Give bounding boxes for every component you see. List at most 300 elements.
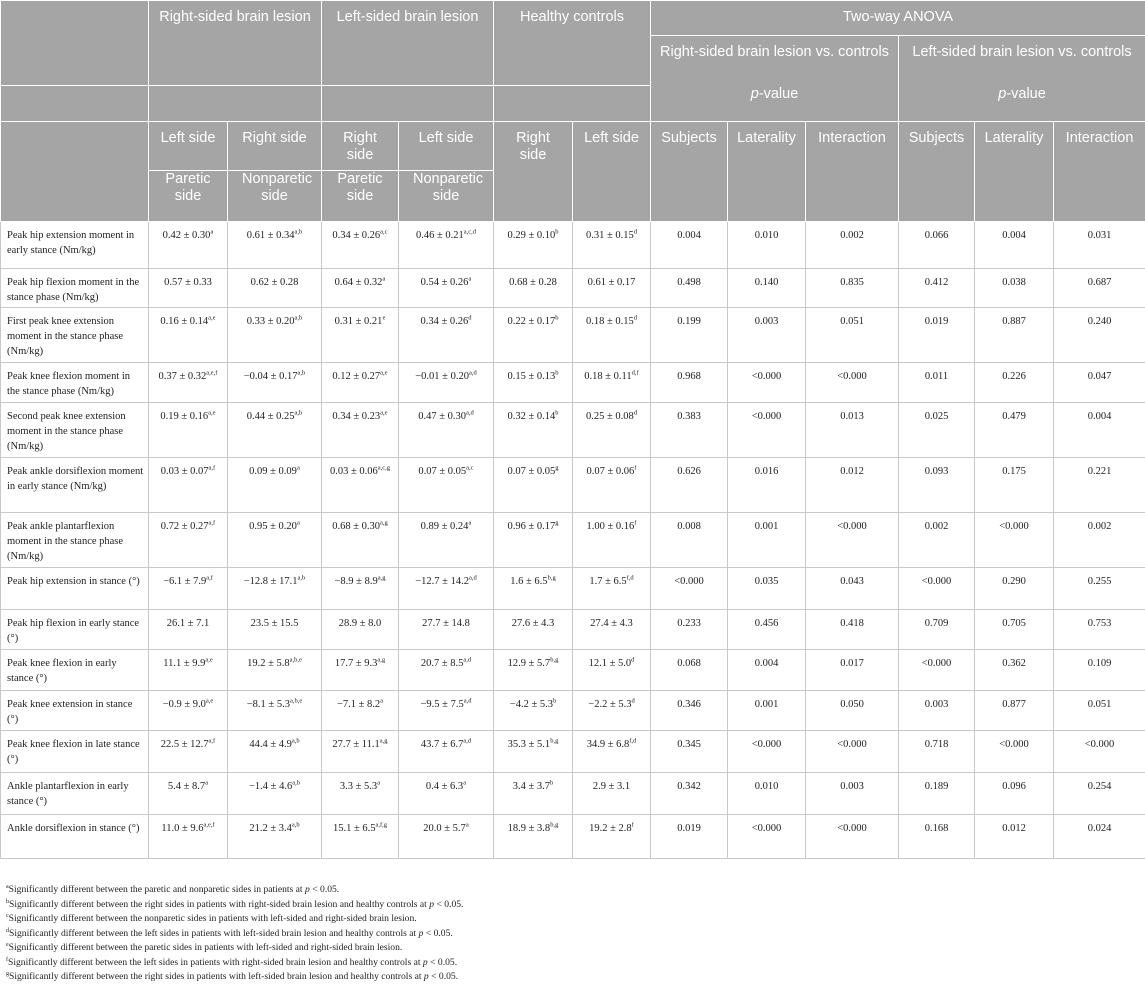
row-label: Peak hip extension in stance (°) [1,568,149,610]
footnote-threshold: < 0.05. [309,884,340,895]
value-cell [228,773,322,815]
value-cell [228,222,322,269]
value-text: 1.6 ± 6.5 [510,576,548,587]
value-text: 0.4 ± 6.3 [425,781,464,792]
footnote-marker: b [555,228,559,236]
row-label: Peak ankle plantarflexion moment in the stance phase (Nm/kg) [1,513,149,568]
footnote-marker: a [468,275,472,283]
value-cell [494,691,573,731]
p-value-cell: 0.093 [899,458,975,513]
header-nonparetic-rl: Nonparetic side [228,171,322,222]
value-text: 22.5 ± 12.7 [160,739,209,750]
value-text: 0.61 ± 0.34 [246,230,295,241]
value-text: −8.9 ± 8.9 [334,576,378,587]
p-value-cell: 0.035 [728,568,806,610]
value-text: 20.7 ± 8.5 [420,658,464,669]
value-text: 0.72 ± 0.27 [160,521,209,532]
footnote-letter: b [6,898,9,905]
p-value-cell: 0.001 [728,513,806,568]
value-cell [228,691,322,731]
header-healthy-controls: Healthy controls [494,1,651,86]
p-value-cell: 0.835 [806,269,899,308]
footnote-marker: a [463,779,467,787]
value-cell [322,222,399,269]
value-cell [322,650,399,691]
value-cell [494,403,573,458]
table-row [1,308,1145,363]
footnote-letter: e [6,941,9,948]
value-cell [494,815,573,859]
p-value-cell: 0.189 [899,773,975,815]
value-cell [573,568,651,610]
p-value-cell: 0.709 [899,610,975,650]
p-value-cell: 0.498 [651,269,728,308]
p-value-cell: 0.003 [728,308,806,363]
value-text: 17.7 ± 9.3 [334,658,378,669]
header-paretic-rl: Paretic side [149,171,228,222]
value-text: 0.46 ± 0.21 [415,230,464,241]
value-cell [149,650,228,691]
p-value-cell: 0.025 [899,403,975,458]
value-cell [149,815,228,859]
value-cell [399,568,494,610]
footnote-marker: a,e [380,409,388,417]
value-text: 0.61 ± 0.17 [587,277,636,288]
value-text: 0.62 ± 0.28 [250,277,299,288]
p-value-cell: 0.002 [1054,513,1145,568]
value-text: −8.1 ± 5.3 [246,699,290,710]
footnote-marker: a,e [208,314,216,322]
p-value-cell: 0.255 [1054,568,1145,610]
footnote-threshold: < 0.05. [427,956,458,968]
footnote-marker: a,b [294,228,303,236]
footnote-marker: a,g [377,656,386,664]
p-value-cell: 0.968 [651,363,728,403]
p-value-cell: 0.002 [806,222,899,269]
footnote-marker: a,e,f [206,369,218,377]
value-cell [494,308,573,363]
footnote-marker: a [296,464,300,472]
footnote-marker: a,c,d [463,228,477,236]
footnote-marker: a,b [291,737,300,745]
footnote-threshold: < 0.05. [428,971,459,982]
value-cell [322,731,399,773]
value-cell [399,773,494,815]
value-text: 0.34 ± 0.23 [332,411,381,422]
footnote-p-italic: p [429,898,435,910]
value-text: 3.4 ± 3.7 [512,781,550,792]
value-text: 15.1 ± 6.5 [332,823,376,834]
footnote-p-italic: p [418,927,424,939]
p-value-cell: 0.016 [728,458,806,513]
footnote-marker: b [555,314,559,322]
footnote-letter: a [6,883,9,890]
value-cell [228,731,322,773]
value-text: 5.4 ± 8.7 [167,781,206,792]
p-value-cell: 0.718 [899,731,975,773]
footnote-marker: a [468,519,472,527]
value-cell [573,610,651,650]
footnote-marker: a,b,e [289,697,303,705]
value-text: 0.68 ± 0.30 [332,521,380,532]
footnote-text: Significantly different between the paretic sides in patients with left-sided and right-sided brain lesion. [8,942,403,953]
value-cell [228,458,322,513]
value-text: −0.9 ± 9.0 [162,699,206,710]
value-text: 12.9 ± 5.7 [507,658,551,669]
p-value-cell: 0.004 [975,222,1054,269]
footnote-marker: d [633,314,637,322]
p-value-label-left: p-value [899,86,1145,122]
table-row [1,568,1145,610]
p-value-cell: 0.019 [651,815,728,859]
footnote-marker: a,g [377,574,386,582]
footnote-marker: a [296,519,300,527]
footnote-text: Significantly different between the left sides in patients with left-sided brain lesion and healthy controls at [9,927,419,939]
row-label: Peak ankle dorsiflexion moment in early stance (Nm/kg) [1,458,149,513]
p-value-cell: 0.753 [1054,610,1145,650]
footnote-marker: a,e [380,369,388,377]
value-cell [494,731,573,773]
value-text: −7.1 ± 8.2 [336,699,381,710]
value-text: −0.01 ± 0.20 [415,371,469,382]
value-text: 1.00 ± 0.16 [586,521,635,532]
value-cell [149,222,228,269]
footnote-marker: d,f [631,369,639,377]
p-value-cell: 0.096 [975,773,1054,815]
value-text: 0.95 ± 0.20 [249,521,297,532]
value-cell [399,650,494,691]
footnote [6,956,1136,971]
p-value-label-right: p-value [651,86,899,122]
value-text: 0.16 ± 0.14 [160,316,209,327]
p-value-cell: 0.013 [806,403,899,458]
p-value-cell: <0.000 [728,731,806,773]
p-value-cell: 0.626 [651,458,728,513]
footnote-letter: f [6,956,8,963]
value-text: 0.37 ± 0.32 [158,371,207,382]
footnote-marker: g [555,519,559,527]
p-value-cell: 0.199 [651,308,728,363]
p-value-cell: 0.479 [975,403,1054,458]
value-cell [322,773,399,815]
value-cell [322,308,399,363]
table-row [1,269,1145,308]
value-cell [322,610,399,650]
value-cell [573,815,651,859]
footnote-marker: a,g [380,519,388,527]
value-text: 20.0 ± 5.7 [423,823,466,834]
value-cell [228,650,322,691]
footnote-marker: a,e [205,656,213,664]
value-text: 26.1 ± 7.1 [166,618,210,629]
footnote-marker: a [382,275,386,283]
footnote [6,883,1136,898]
footnote-marker: a,b [297,574,306,582]
footnote-marker: a,g [379,737,388,745]
p-value-cell: 0.240 [1054,308,1145,363]
value-text: 0.19 ± 0.16 [160,411,209,422]
value-cell [573,650,651,691]
footnote-marker: a,c [466,464,474,472]
value-cell [228,363,322,403]
p-value-cell: 0.362 [975,650,1054,691]
value-cell [494,458,573,513]
footnote-marker: a [377,779,381,787]
value-text: 34.9 ± 6.8 [586,739,630,750]
header-laterality-2: Laterality [975,122,1054,222]
row-label-header [1,122,149,222]
value-cell [399,403,494,458]
value-text: −2.2 ± 5.3 [588,699,632,710]
p-value-cell: 0.068 [651,650,728,691]
value-text: 27.6 ± 4.3 [511,618,555,629]
header-left-vs-controls: Left-sided brain lesion vs. controls [899,36,1145,86]
value-cell [494,650,573,691]
footnote-marker: a,d [468,574,477,582]
value-text: 0.31 ± 0.15 [585,230,634,241]
footnote-marker: d [631,697,635,705]
table-row [1,610,1145,650]
p-value-cell: 0.254 [1054,773,1145,815]
footnote-marker: a,b [292,779,300,787]
footnote-marker: a,c,g [377,464,391,472]
p-value-cell: 0.012 [975,815,1054,859]
value-cell [573,269,651,308]
value-cell [399,691,494,731]
footnote-marker: a,b,e [289,656,302,664]
p-value-cell: 0.412 [899,269,975,308]
p-value-cell: 0.010 [728,773,806,815]
value-cell [149,513,228,568]
p-value-cell: 0.175 [975,458,1054,513]
p-value-cell: 0.002 [899,513,975,568]
p-value-cell: <0.000 [899,568,975,610]
footnote [6,898,1136,913]
footnote-marker: d [633,228,637,236]
value-text: 0.89 ± 0.24 [420,521,469,532]
value-cell [573,222,651,269]
p-value-cell: 0.051 [1054,691,1145,731]
p-value-cell: 0.705 [975,610,1054,650]
table-row [1,691,1145,731]
table-row [1,513,1145,568]
footnote-text: Significantly different between the left sides in patients with right-sided brain lesion and healthy controls at [8,956,423,968]
footnote-marker: d [633,409,637,417]
value-cell [494,269,573,308]
p-value-cell: 0.233 [651,610,728,650]
row-label: Peak hip extension moment in early stance (Nm/kg) [1,222,149,269]
value-cell [228,403,322,458]
value-cell [149,458,228,513]
value-cell [149,403,228,458]
footnote-marker: a,b [291,821,300,829]
footnote-marker: a,d [463,737,472,745]
row-label: Second peak knee extension moment in the stance phase (Nm/kg) [1,403,149,458]
table-row [1,222,1145,269]
p-value-cell: <0.000 [728,363,806,403]
value-text: 0.68 ± 0.28 [509,277,557,288]
footnote-marker: a [380,697,384,705]
p-value-cell: 0.043 [806,568,899,610]
value-text: 0.64 ± 0.32 [334,277,383,288]
footnote-text: Significantly different between the right sides in patients with right-sided brain lesion and healthy controls at [9,898,430,910]
header-right-vs-controls: Right-sided brain lesion vs. controls [651,36,899,86]
value-cell [573,403,651,458]
p-value-cell: 0.008 [651,513,728,568]
value-text: 1.7 ± 6.5 [589,576,627,587]
footnote-marker: b [555,409,559,417]
value-cell [494,568,573,610]
footnote-marker: a [205,779,209,787]
p-value-cell: 0.226 [975,363,1054,403]
p-value-cell: 0.066 [899,222,975,269]
footnote-letter: c [6,912,9,919]
table-row [1,363,1145,403]
p-value-cell: <0.000 [806,731,899,773]
value-text: 2.9 ± 3.1 [592,781,631,792]
footnote-text: Significantly different between the right sides in patients with left-sided brain lesion and healthy controls at [9,971,424,982]
footnote-p-italic: p [423,971,429,982]
value-text: 21.2 ± 3.4 [249,823,292,834]
footnote-marker: g [555,464,559,472]
footnote-marker: a,e [205,697,214,705]
footnote-marker: a,f [208,464,216,472]
p-value-cell: <0.000 [806,363,899,403]
footnote [6,927,1136,942]
value-text: 0.33 ± 0.20 [246,316,295,327]
p-value-cell: 0.140 [728,269,806,308]
value-cell [399,269,494,308]
footnote-p-italic: p [305,884,310,895]
p-value-cell: 0.004 [728,650,806,691]
p-value-cell: 0.011 [899,363,975,403]
value-text: 27.7 ± 14.8 [422,618,470,629]
footnote-marker: b [552,697,557,705]
row-label: Peak hip flexion in early stance (°) [1,610,149,650]
p-value-cell: <0.000 [728,815,806,859]
header-subjects-1: Subjects [651,122,728,222]
value-text: 0.34 ± 0.26 [420,316,469,327]
p-value-cell: 0.010 [728,222,806,269]
header-paretic-ll: Paretic side [322,171,399,222]
value-text: 0.12 ± 0.27 [332,371,381,382]
p-value-cell: 0.887 [975,308,1054,363]
footnote-threshold: < 0.05. [423,927,453,939]
p-value-cell: 0.687 [1054,269,1145,308]
corner-header-6 [494,86,651,122]
footnote-marker: a,c [380,228,388,236]
row-label: Peak hip flexion moment in the stance phase (Nm/kg) [1,269,149,308]
p-value-cell: 0.047 [1054,363,1145,403]
footnote-marker: a,b [294,409,303,417]
value-text: 0.42 ± 0.30 [162,230,211,241]
value-cell [573,308,651,363]
value-text: 43.7 ± 6.7 [420,739,464,750]
footnote-marker: a,f [208,737,216,745]
value-cell [494,610,573,650]
p-value-cell: 0.877 [975,691,1054,731]
value-text: 0.29 ± 0.10 [507,230,556,241]
footnote [6,941,1136,956]
value-text: 0.25 ± 0.08 [585,411,634,422]
p-value-cell: 0.345 [651,731,728,773]
value-text: −1.4 ± 4.6 [249,781,293,792]
row-label: Ankle dorsiflexion in stance (°) [1,815,149,859]
p-value-cell: <0.000 [975,731,1054,773]
value-cell [573,773,651,815]
value-cell [322,513,399,568]
value-cell [149,363,228,403]
value-text: 0.18 ± 0.15 [585,316,634,327]
value-text: 3.3 ± 5.3 [339,781,378,792]
footnote-p-italic: p [422,956,428,968]
value-text: 0.07 ± 0.05 [507,466,556,477]
header-left-sided-lesion: Left-sided brain lesion [322,1,494,86]
value-text: −12.8 ± 17.1 [243,576,298,587]
p-value-cell: 0.004 [651,222,728,269]
footnote [6,912,1136,927]
value-text: 0.31 ± 0.21 [334,316,383,327]
p-value-cell: 0.342 [651,773,728,815]
value-text: 0.54 ± 0.26 [420,277,469,288]
value-cell [399,731,494,773]
value-cell [322,691,399,731]
value-text: −9.5 ± 7.5 [420,699,464,710]
value-cell [228,610,322,650]
p-value-cell: 0.456 [728,610,806,650]
p-value-cell: 0.031 [1054,222,1145,269]
footnote-marker: b,g [550,656,559,664]
p-value-cell: <0.000 [1054,731,1145,773]
p-value-cell: <0.000 [806,513,899,568]
row-label: Peak knee flexion in early stance (°) [1,650,149,691]
footnote-marker: b [550,779,554,787]
corner-header-4 [149,86,322,122]
p-value-cell: 0.109 [1054,650,1145,691]
corner-header-5 [322,86,494,122]
p-value-cell: <0.000 [728,403,806,458]
footnote [6,970,1136,985]
footnote-marker: b,g [550,737,559,745]
header-nonparetic-ll: Nonparetic side [399,171,494,222]
footnote-marker: b,g [547,574,556,582]
value-cell [494,773,573,815]
p-value-cell: <0.000 [975,513,1054,568]
footnote-letter: d [6,927,9,934]
footnote-marker: a,f [208,519,216,527]
header-subjects-2: Subjects [899,122,975,222]
value-cell [494,363,573,403]
header-right-sided-lesion: Right-sided brain lesion [149,1,322,86]
footnote-marker: a,f,g [375,821,388,829]
value-cell [494,222,573,269]
header-left-side-ll: Left side [399,122,494,171]
value-cell [149,731,228,773]
value-text: 12.1 ± 5.0 [588,658,632,669]
footnote-marker: b,g [550,821,559,829]
value-cell [322,568,399,610]
table-row [1,731,1145,773]
table-row [1,458,1145,513]
footnote-text: Significantly different between the nonparetic sides in patients with left-sided and right-sided brain lesion. [8,913,417,924]
value-text: 0.44 ± 0.25 [246,411,295,422]
value-cell [573,691,651,731]
row-label: Peak knee flexion in late stance (°) [1,731,149,773]
p-value-cell: 0.418 [806,610,899,650]
p-value-cell: 0.383 [651,403,728,458]
p-value-cell: <0.000 [806,815,899,859]
value-text: 44.4 ± 4.9 [249,739,292,750]
